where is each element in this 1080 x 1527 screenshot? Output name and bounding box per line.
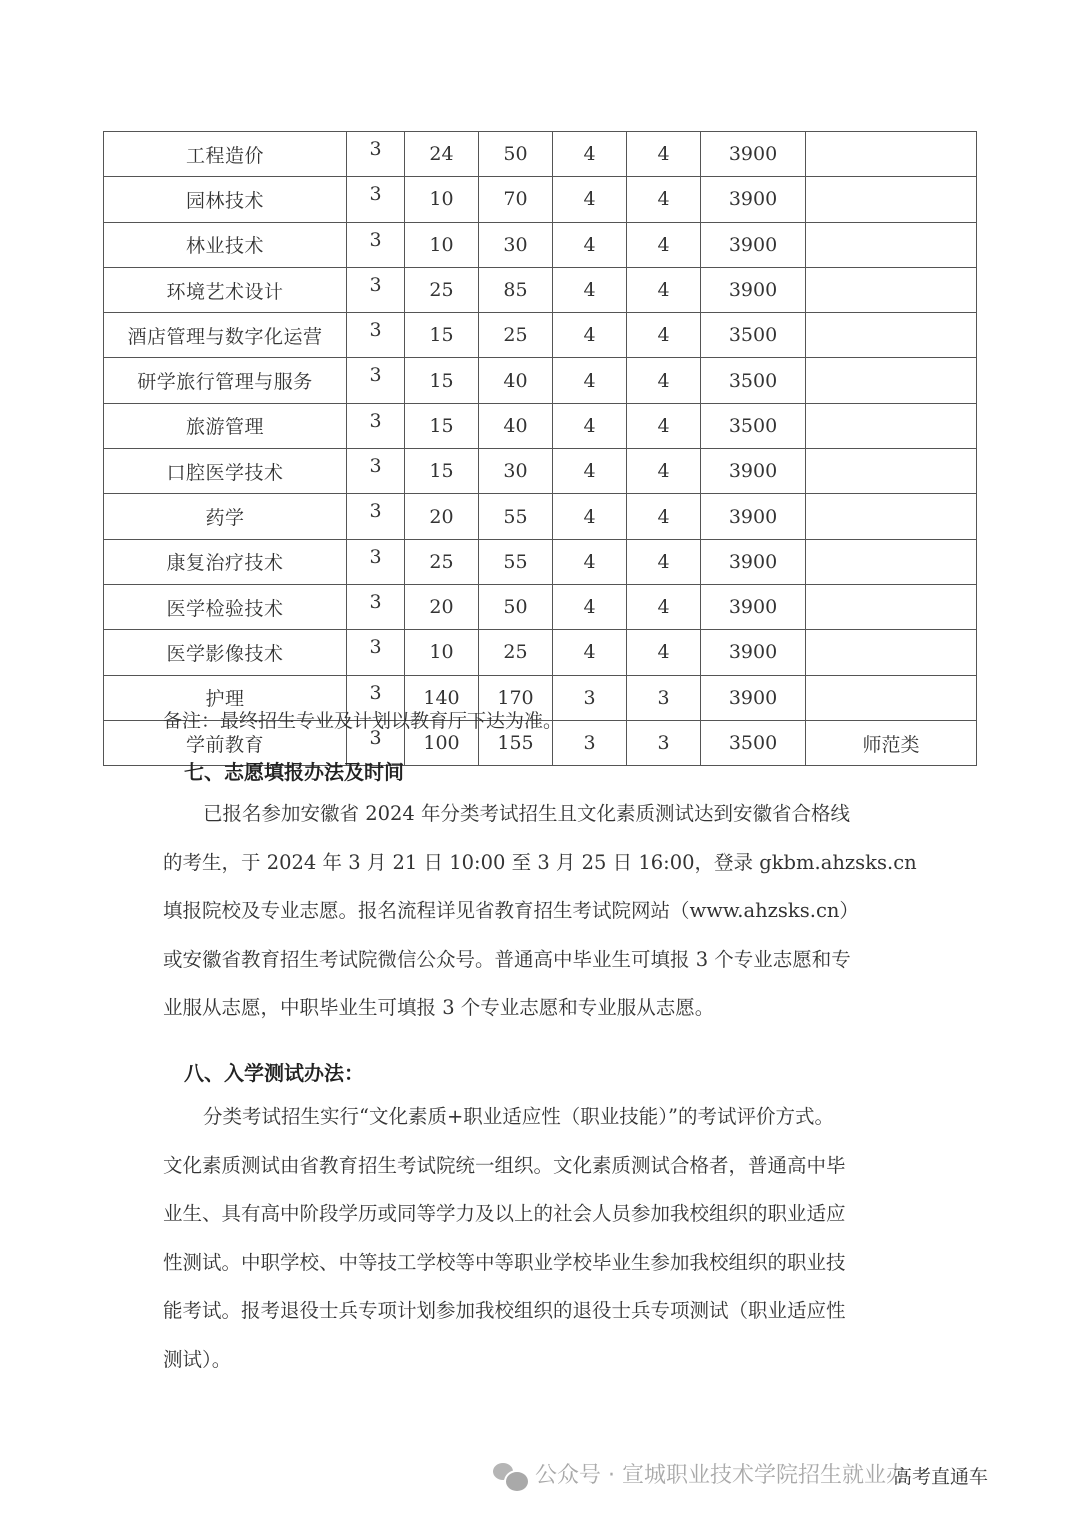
cell-c1: 24 bbox=[405, 132, 479, 177]
cell-c1: 10 bbox=[405, 222, 479, 267]
table-row bbox=[104, 222, 977, 267]
cell-duration: 3 bbox=[347, 403, 405, 448]
cell-c1: 25 bbox=[405, 539, 479, 584]
cell-duration: 3 bbox=[347, 358, 405, 403]
cell-c3: 3 bbox=[553, 675, 627, 720]
cell-duration: 3 bbox=[347, 584, 405, 629]
cell-duration: 3 bbox=[347, 630, 405, 675]
cell-c3: 4 bbox=[553, 267, 627, 312]
paragraph-line: 能考试。报考退役士兵专项计划参加我校组织的退役士兵专项测试（职业适应性 bbox=[163, 1299, 846, 1322]
cell-remark bbox=[806, 313, 977, 358]
cell-c4: 4 bbox=[627, 222, 701, 267]
table-row bbox=[104, 539, 977, 584]
cell-c1: 15 bbox=[405, 449, 479, 494]
cell-remark bbox=[806, 358, 977, 403]
cell-c2: 55 bbox=[479, 494, 553, 539]
paragraph-line: 已报名参加安徽省 2024 年分类考试招生且文化素质测试达到安徽省合格线 bbox=[203, 802, 851, 825]
cell-c4: 3 bbox=[627, 720, 701, 765]
section-7-paragraph bbox=[163, 790, 923, 1033]
cell-c1: 15 bbox=[405, 358, 479, 403]
section-8-heading: 八、入学测试办法： bbox=[184, 1061, 364, 1085]
cell-c2: 70 bbox=[479, 177, 553, 222]
cell-c1: 20 bbox=[405, 584, 479, 629]
cell-c4: 4 bbox=[627, 313, 701, 358]
cell-duration: 3 bbox=[347, 720, 405, 765]
cell-c4: 4 bbox=[627, 494, 701, 539]
cell-c4: 4 bbox=[627, 630, 701, 675]
cell-c1: 100 bbox=[405, 720, 479, 765]
cell-c3: 3 bbox=[553, 720, 627, 765]
cell-major: 旅游管理 bbox=[104, 403, 347, 448]
table-row bbox=[104, 449, 977, 494]
table-row bbox=[104, 313, 977, 358]
cell-c3: 4 bbox=[553, 132, 627, 177]
cell-major: 工程造价 bbox=[104, 132, 347, 177]
cell-fee: 3900 bbox=[701, 132, 806, 177]
paragraph-line: 测试）。 bbox=[163, 1347, 232, 1371]
cell-major: 药学 bbox=[104, 494, 347, 539]
cell-major: 研学旅行管理与服务 bbox=[104, 358, 347, 403]
table-row bbox=[104, 630, 977, 675]
table-row bbox=[104, 267, 977, 312]
paragraph-line: 业服从志愿，中职毕业生可填报 3 个专业志愿和专业服从志愿。 bbox=[163, 996, 715, 1019]
cell-c2: 50 bbox=[479, 132, 553, 177]
cell-c4: 3 bbox=[627, 675, 701, 720]
paragraph-line: 文化素质测试由省教育招生考试院统一组织。文化素质测试合格者，普通高中毕 bbox=[163, 1153, 846, 1177]
cell-major: 口腔医学技术 bbox=[104, 449, 347, 494]
cell-remark bbox=[806, 630, 977, 675]
cell-remark bbox=[806, 267, 977, 312]
cell-c4: 4 bbox=[627, 132, 701, 177]
table-row bbox=[104, 403, 977, 448]
paragraph-line: 性测试。中职学校、中等技工学校等中等职业学校毕业生参加我校组织的职业技 bbox=[163, 1250, 846, 1274]
cell-c1: 140 bbox=[405, 675, 479, 720]
cell-major: 医学检验技术 bbox=[104, 584, 347, 629]
cell-major: 园林技术 bbox=[104, 177, 347, 222]
paragraph-line: 业生、具有高中阶段学历或同等学力及以上的社会人员参加我校组织的职业适应 bbox=[163, 1202, 846, 1225]
cell-major: 康复治疗技术 bbox=[104, 539, 347, 584]
cell-fee: 3900 bbox=[701, 539, 806, 584]
cell-c4: 4 bbox=[627, 449, 701, 494]
cell-fee: 3900 bbox=[701, 177, 806, 222]
cell-duration: 3 bbox=[347, 267, 405, 312]
cell-c2: 55 bbox=[479, 539, 553, 584]
table-row bbox=[104, 494, 977, 539]
cell-c3: 4 bbox=[553, 313, 627, 358]
cell-c3: 4 bbox=[553, 222, 627, 267]
cell-c3: 4 bbox=[553, 494, 627, 539]
cell-fee: 3500 bbox=[701, 720, 806, 765]
cell-c2: 50 bbox=[479, 584, 553, 629]
cell-c3: 4 bbox=[553, 358, 627, 403]
cell-duration: 3 bbox=[347, 222, 405, 267]
cell-remark bbox=[806, 449, 977, 494]
cell-c4: 4 bbox=[627, 267, 701, 312]
cell-c3: 4 bbox=[553, 177, 627, 222]
watermark-text: 公众号 · 宣城职业技术学院招生就业办 bbox=[535, 1463, 908, 1488]
cell-c1: 10 bbox=[405, 177, 479, 222]
enrollment-plan-table bbox=[103, 131, 977, 766]
cell-major: 环境艺术设计 bbox=[104, 267, 347, 312]
cell-c2: 85 bbox=[479, 267, 553, 312]
table-row bbox=[104, 132, 977, 177]
cell-c2: 30 bbox=[479, 222, 553, 267]
section-8-paragraph bbox=[163, 1093, 923, 1384]
cell-c4: 4 bbox=[627, 584, 701, 629]
cell-c4: 4 bbox=[627, 539, 701, 584]
cell-c3: 4 bbox=[553, 630, 627, 675]
cell-fee: 3900 bbox=[701, 449, 806, 494]
cell-fee: 3900 bbox=[701, 630, 806, 675]
cell-c2: 155 bbox=[479, 720, 553, 765]
cell-duration: 3 bbox=[347, 539, 405, 584]
cell-major: 护理 bbox=[104, 675, 347, 720]
paragraph-line: 的考生，于 2024 年 3 月 21 日 10:00 至 3 月 25 日 16:00，登录 gkbm.ahzsks.cn bbox=[163, 850, 917, 874]
cell-fee: 3900 bbox=[701, 675, 806, 720]
cell-c1: 25 bbox=[405, 267, 479, 312]
cell-remark bbox=[806, 494, 977, 539]
paragraph-line: 分类考试招生实行“文化素质+职业适应性（职业技能）”的考试评价方式。 bbox=[203, 1105, 835, 1128]
cell-fee: 3900 bbox=[701, 494, 806, 539]
cell-duration: 3 bbox=[347, 132, 405, 177]
cell-c2: 30 bbox=[479, 449, 553, 494]
cell-c2: 40 bbox=[479, 358, 553, 403]
cell-remark bbox=[806, 584, 977, 629]
cell-duration: 3 bbox=[347, 177, 405, 222]
cell-fee: 3500 bbox=[701, 358, 806, 403]
section-7-heading: 七、志愿填报办法及时间 bbox=[184, 760, 404, 784]
cell-c3: 4 bbox=[553, 449, 627, 494]
cell-remark bbox=[806, 132, 977, 177]
cell-c4: 4 bbox=[627, 177, 701, 222]
cell-duration: 3 bbox=[347, 313, 405, 358]
cell-duration: 3 bbox=[347, 675, 405, 720]
cell-fee: 3900 bbox=[701, 584, 806, 629]
cell-remark bbox=[806, 177, 977, 222]
cell-fee: 3500 bbox=[701, 403, 806, 448]
cell-fee: 3900 bbox=[701, 222, 806, 267]
cell-remark bbox=[806, 675, 977, 720]
table-note: 备注：最终招生专业及计划以教育厅下达为准。 bbox=[163, 710, 563, 732]
cell-fee: 3900 bbox=[701, 267, 806, 312]
cell-fee: 3500 bbox=[701, 313, 806, 358]
table-row bbox=[104, 584, 977, 629]
cell-major: 酒店管理与数字化运营 bbox=[104, 313, 347, 358]
cell-c1: 10 bbox=[405, 630, 479, 675]
cell-c4: 4 bbox=[627, 358, 701, 403]
paragraph-line: 或安徽省教育招生考试院微信公众号。普通高中毕业生可填报 3 个专业志愿和专 bbox=[163, 947, 851, 971]
cell-remark: 师范类 bbox=[806, 720, 977, 765]
cell-c1: 20 bbox=[405, 494, 479, 539]
paragraph-line: 填报院校及专业志愿。报名流程详见省教育招生考试院网站（www.ahzsks.cn） bbox=[163, 899, 859, 922]
cell-c2: 25 bbox=[479, 313, 553, 358]
cell-remark bbox=[806, 539, 977, 584]
cell-c2: 40 bbox=[479, 403, 553, 448]
cell-c1: 15 bbox=[405, 403, 479, 448]
cell-major: 医学影像技术 bbox=[104, 630, 347, 675]
overlay-watermark: 高考直通车 bbox=[893, 1466, 989, 1488]
table-row bbox=[104, 177, 977, 222]
cell-major: 学前教育 bbox=[104, 720, 347, 765]
cell-remark bbox=[806, 403, 977, 448]
cell-c1: 15 bbox=[405, 313, 479, 358]
cell-duration: 3 bbox=[347, 494, 405, 539]
cell-duration: 3 bbox=[347, 449, 405, 494]
wechat-icon bbox=[493, 1461, 529, 1491]
cell-c2: 25 bbox=[479, 630, 553, 675]
cell-c3: 4 bbox=[553, 403, 627, 448]
cell-remark bbox=[806, 222, 977, 267]
cell-c4: 4 bbox=[627, 403, 701, 448]
table-row bbox=[104, 358, 977, 403]
cell-c3: 4 bbox=[553, 584, 627, 629]
wechat-watermark bbox=[493, 1458, 908, 1491]
cell-major: 林业技术 bbox=[104, 222, 347, 267]
cell-c3: 4 bbox=[553, 539, 627, 584]
cell-c2: 170 bbox=[479, 675, 553, 720]
